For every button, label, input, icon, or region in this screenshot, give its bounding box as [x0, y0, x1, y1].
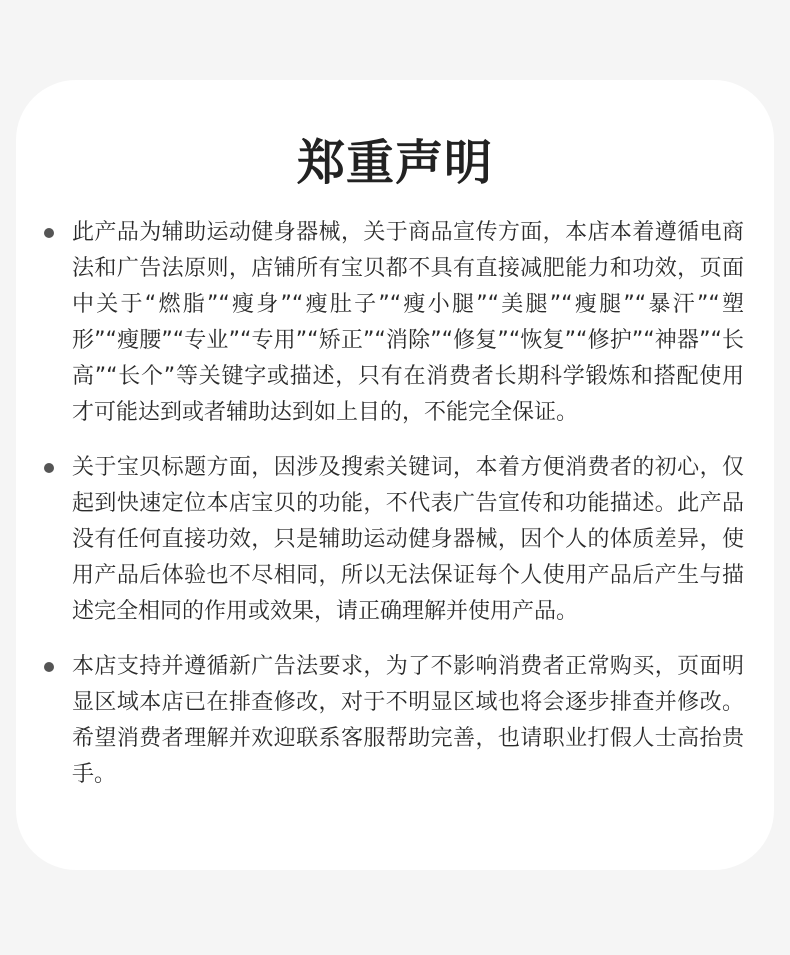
- list-item: [44, 649, 744, 793]
- list-item: [44, 450, 744, 630]
- list-item: [44, 215, 744, 431]
- bullet-dot-icon: [44, 463, 54, 473]
- list-item-text: 本店支持并遵循新广告法要求，为了不影响消费者正常购买，页面明显区域本店已在排查修改，对于不明显区域也将会逐步排查并修改。希望消费者理解并欢迎联系客服帮助完善，也请职业打假人士高抬贵手。: [72, 654, 744, 787]
- statement-list: [44, 215, 744, 812]
- list-item-text: 关于宝贝标题方面，因涉及搜索关键词，本着方便消费者的初心，仅起到快速定位本店宝贝的功能，不代表广告宣传和功能描述。此产品没有任何直接功效，只是辅助运动健身器械，因个人的体质差异，使用产品后体验也不尽相同，所以无法保证每个人使用产品后产生与描述完全相同的作用或效果，请正确理解并使用产品。: [72, 455, 744, 624]
- bullet-dot-icon: [44, 228, 54, 238]
- list-item-text: 此产品为辅助运动健身器械，关于商品宣传方面，本店本着遵循电商法和广告法原则，店铺所有宝贝都不具有直接减肥能力和功效，页面中关于“燃脂”“瘦身”“瘦肚子”“瘦小腿”“美腿”“瘦腿”“暴汗”“塑形”“瘦腰”“专业”“专用”“矫正”“消除”“修复”“恢复”“修护”“神器”“长高”“长个”等关键字或描述，只有在消费者长期科学锻炼和搭配使用才可能达到或者辅助达到如上目的，不能完全保证。: [72, 220, 744, 425]
- bullet-dot-icon: [44, 662, 54, 672]
- statement-card: [16, 80, 774, 870]
- page-title: 郑重声明: [296, 135, 493, 191]
